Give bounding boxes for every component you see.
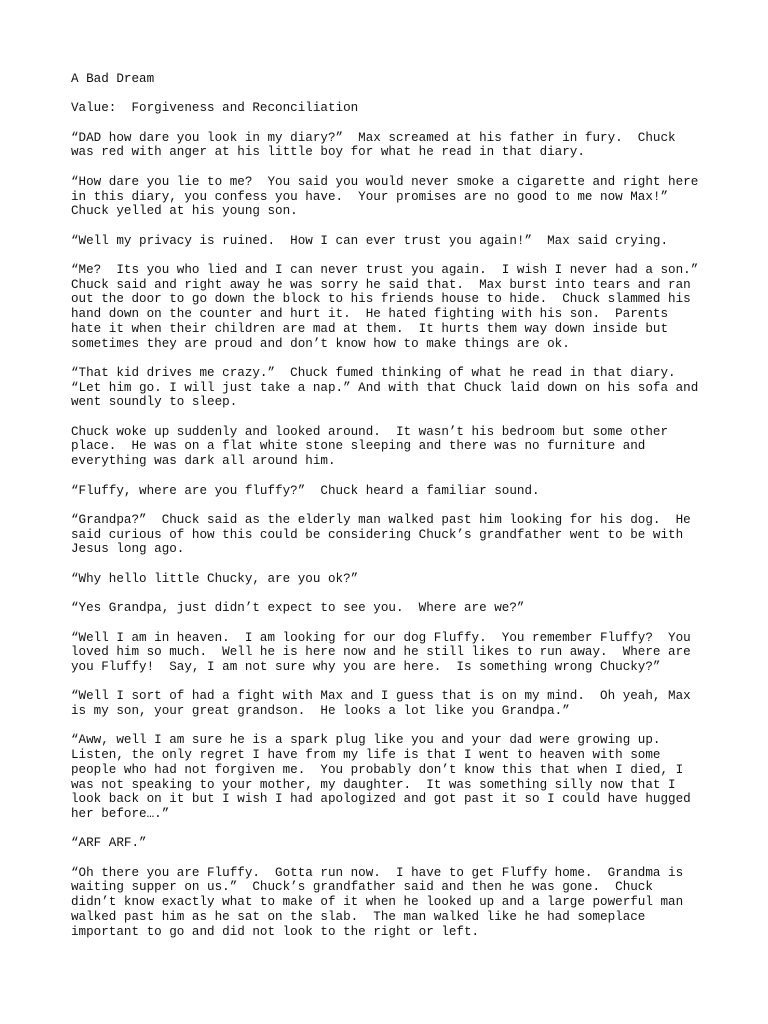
paragraph-6: Chuck woke up suddenly and looked around. It wasn’t his bedroom but some other place. He was on a flat white stone sleeping and there was no furniture and everything was dark all around him. [71, 424, 669, 469]
document-page [71, 72, 711, 954]
paragraph-15: “Oh there you are Fluffy. Gotta run now. I have to get Fluffy home. Grandma is waiting supper on us.” Chuck’s grandfather said and then he was gone. Chuck didn’t know exactly what to make of it when he looked up and a large powerful man walked past him as he sat on the slab. The man walked like he had someplace important to go and did not look to the right or left. [71, 865, 684, 939]
paragraph-7: “Fluffy, where are you fluffy?” Chuck heard a familiar sound. [71, 483, 540, 498]
paragraph-8: “Grandpa?” Chuck said as the elderly man walked past him looking for his dog. He said curious of how this could be considering Chuck’s grandfather went to be with Jesus long ago. [71, 512, 691, 557]
paragraph-1: “DAD how dare you look in my diary?” Max screamed at his father in fury. Chuck was red with anger at his little boy for what he read in that diary. [71, 130, 676, 160]
paragraph-11: “Well I am in heaven. I am looking for our dog Fluffy. You remember Fluffy? You loved him so much. Well he is here now and he still likes to run away. Where are you Fluffy! Say, I am not sure why you are here. Is something wrong Chucky?” [71, 630, 691, 674]
paragraph-10: “Yes Grandpa, just didn’t expect to see you. Where are we?” [71, 601, 525, 616]
document-value-line: Value: Forgiveness and Reconciliation [71, 101, 359, 116]
document-title: A Bad Dream [71, 72, 155, 86]
paragraph-12: “Well I sort of had a fight with Max and I guess that is on my mind. Oh yeah, Max is my son, your great grandson. He looks a lot like you Grandpa.” [71, 689, 691, 719]
paragraph-14: “ARF ARF.” [71, 836, 147, 851]
paragraph-5: “That kid drives me crazy.” Chuck fumed thinking of what he read in that diary. “Let him go. I will just take a nap.” And with that Chuck laid down on his sofa and went soundly to sleep. [71, 365, 699, 410]
paragraph-3: “Well my privacy is ruined. How I can ever trust you again!” Max said crying. [71, 233, 669, 248]
paragraph-9: “Why hello little Chucky, are you ok?” [71, 571, 359, 586]
paragraph-4: “Me? Its you who lied and I can never trust you again. I wish I never had a son.” Chuck said and right away he was sorry he said that. Max burst into tears and ran out the door to go down the block to his friends house to hide. Chuck slammed his hand down on the counter and hurt it. He hated fighting with his son. Parents hate it when their children are mad at them. It hurts them way down inside but sometimes they are proud and don’t know how to make things are ok. [71, 263, 699, 351]
paragraph-2: “How dare you lie to me? You said you would never smoke a cigarette and right here in this diary, you confess you have. Your promises are no good to me now Max!” Chuck yelled at his young son. [71, 174, 699, 219]
paragraph-13: “Aww, well I am sure he is a spark plug like you and your dad were growing up. Listen, the only regret I have from my life is that I went to heaven with some people who had not forgiven me. You probably don’t know this that when I died, I was not speaking to your mother, my daughter. It was something silly now that I look back on it but I wish I had apologized and got past it so I could have hugged her before….” [71, 733, 691, 821]
